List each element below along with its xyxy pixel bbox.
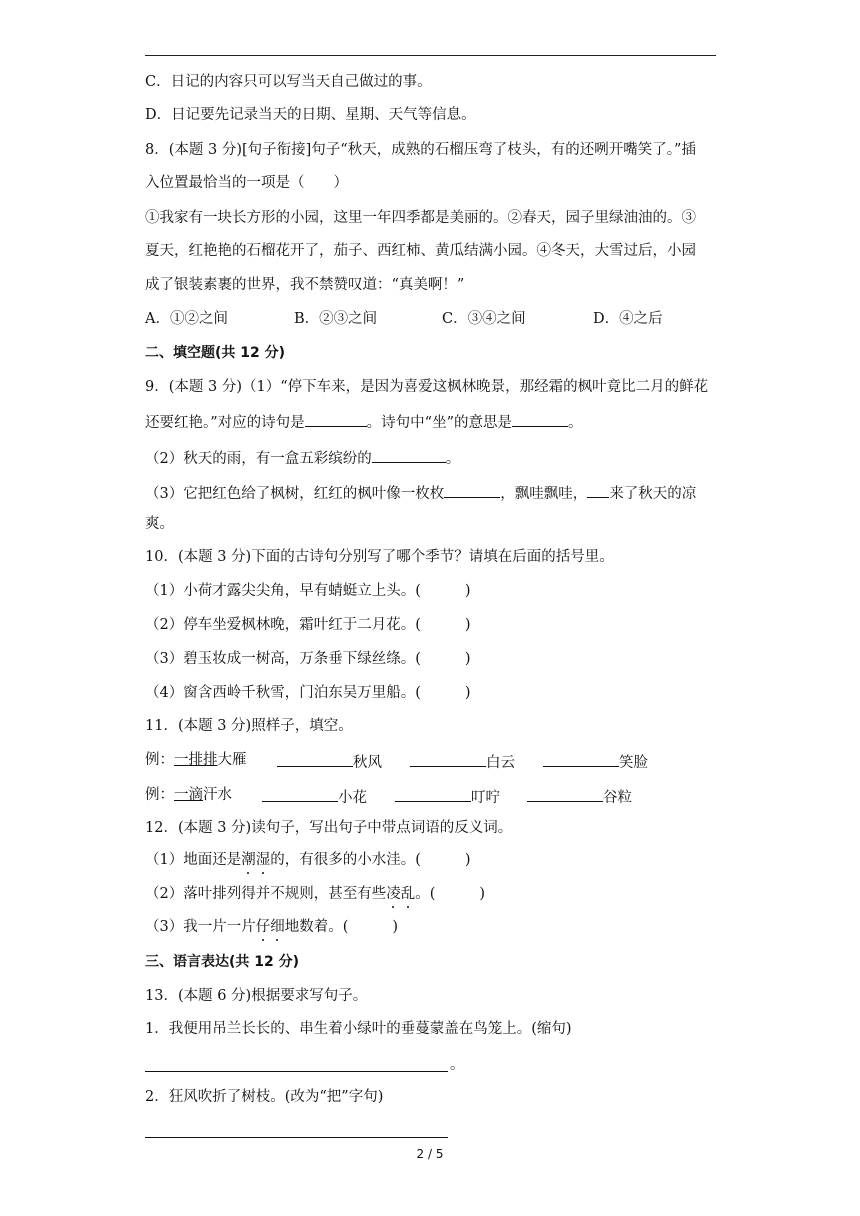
q8-stem-line1: 8．(本题 3 分)[句子衔接]句子“秋天，成熟的石榴压弯了枝头，有的还咧开嘴笑了。”插 <box>145 142 696 158</box>
q11-row1-item1 <box>277 750 382 773</box>
q11-word: 笑脸 <box>619 755 648 771</box>
example-prefix: 例： <box>145 787 174 803</box>
q11-example-1 <box>145 750 247 770</box>
q9-text: 。 <box>445 451 461 467</box>
q10-item-text: （1）小荷才露尖尖角，早有蜻蜓立上头。( <box>145 583 421 599</box>
q11-blank[interactable] <box>262 785 338 802</box>
q10-item-text: （2）停车坐爱枫林晚，霜叶红于二月花。( <box>145 617 421 633</box>
q10-stem: 10．(本题 3 分)下面的古诗句分别写了哪个季节？请填在后面的括号里。 <box>145 549 614 565</box>
q11-row2-item1 <box>262 785 367 808</box>
q11-blank[interactable] <box>543 750 619 767</box>
q11-word: 秋风 <box>353 755 382 771</box>
q12-text: 地数着。( <box>284 919 349 935</box>
close-paren: ) <box>464 685 471 701</box>
q13-answer-line-2[interactable] <box>145 1137 448 1138</box>
q9-text: ，飘哇飘哇， <box>500 486 588 502</box>
q9-line2 <box>145 410 583 433</box>
q7-option-d: D．日记要先记录当天的日期、星期、天气等信息。 <box>145 107 476 123</box>
q7-option-c: C．日记的内容只可以写当天自己做过的事。 <box>145 74 432 90</box>
q11-word: 小花 <box>338 790 367 806</box>
q10-item-text: （4）窗含西岭千秋雪，门泊东吴万里船。( <box>145 685 421 701</box>
q9-blank-3b[interactable] <box>587 481 609 498</box>
q8-passage-line3: 成了银装素裹的世界，我不禁赞叹道：“真美啊！” <box>145 277 465 293</box>
q11-row2-item2 <box>395 785 500 808</box>
q12-item-1 <box>145 850 471 870</box>
close-paren: ) <box>464 583 471 599</box>
q11-word: 叮咛 <box>471 790 500 806</box>
q13-item-1: 1．我便用吊兰长长的、串生着小绿叶的垂蔓蒙盖在鸟笼上。(缩句) <box>145 1021 572 1037</box>
q13-answer-line-1[interactable] <box>145 1071 448 1072</box>
example-underlined: 一排排 <box>174 752 218 768</box>
q10-item-3 <box>145 649 471 669</box>
close-paren: ) <box>464 651 471 667</box>
q11-blank[interactable] <box>410 750 486 767</box>
q10-item-4 <box>145 683 471 703</box>
q11-row1-item3 <box>543 750 648 773</box>
q9-blank-poem[interactable] <box>305 410 367 427</box>
q12-text: 的，有很多的小水洼。( <box>270 852 421 868</box>
q9-blank-3a[interactable] <box>444 481 500 498</box>
example-word: 汗水 <box>203 787 232 803</box>
example-word: 大雁 <box>217 752 247 768</box>
q12-text: 。( <box>415 886 436 902</box>
q9-text: 。 <box>568 415 583 431</box>
q9-blank-meaning[interactable] <box>512 410 568 427</box>
close-paren: ) <box>479 886 486 902</box>
q9-text: （2）秋天的雨，有一盒五彩缤纷的 <box>145 451 372 467</box>
q11-example-2 <box>145 785 232 805</box>
close-paren: ) <box>464 617 471 633</box>
q10-item-text: （3）碧玉妆成一树高，万条垂下绿丝绦。( <box>145 651 421 667</box>
section-3-title: 三、语言表达(共 12 分) <box>145 954 300 970</box>
q9-text: 还要红艳。”对应的诗句是 <box>145 415 305 431</box>
q12-text: （2）落叶排列得并不规则，甚至有些 <box>145 886 387 902</box>
q8-passage-line1: ①我家有一块长方形的小园，这里一年四季都是美丽的。②春天，园子里绿油油的。③ <box>145 210 696 226</box>
dotted-char: 乱 <box>400 886 416 902</box>
section-2-title: 二、填空题(共 12 分) <box>145 345 286 361</box>
q9-text: （3）它把红色给了枫树，红红的枫叶像一枚枚 <box>145 486 445 502</box>
q12-stem: 12．(本题 3 分)读句子，写出句子中带点词语的反义词。 <box>145 820 513 836</box>
q8-stem-line2: 入位置最恰当的一项是（ ） <box>145 175 348 191</box>
q12-item-3 <box>145 917 398 937</box>
q11-blank[interactable] <box>277 750 353 767</box>
q11-stem: 11．(本题 3 分)照样子，填空。 <box>145 718 353 734</box>
q9-text: 。诗句中“坐”的意思是 <box>366 415 512 431</box>
close-paren: ) <box>464 852 471 868</box>
q9-sub2 <box>145 446 460 469</box>
q8-option-c[interactable]: C．③④之间 <box>442 311 526 327</box>
page-number: 2 / 5 <box>416 1147 444 1161</box>
dotted-char: 仔 <box>255 919 271 935</box>
q13-stem: 13．(本题 6 分)根据要求写句子。 <box>145 988 368 1004</box>
header-rule <box>145 55 716 56</box>
q11-row2-item3 <box>527 785 632 808</box>
q9-sub3-cont: 爽。 <box>145 516 174 532</box>
q11-row1-item2 <box>410 750 515 773</box>
dotted-char: 凌 <box>386 886 401 902</box>
q8-option-d[interactable]: D．④之后 <box>593 311 663 327</box>
example-prefix: 例： <box>145 752 174 768</box>
q11-word: 白云 <box>486 755 515 771</box>
q11-word: 谷粒 <box>603 790 632 806</box>
q9-line1: 9．(本题 3 分)（1）“停下车来，是因为喜爱这枫林晚景，那经霜的枫叶竟比二月的鲜花 <box>145 379 709 395</box>
q12-text: （3）我一片一片 <box>145 919 256 935</box>
close-paren: ) <box>392 919 399 935</box>
dotted-char: 潮 <box>241 852 256 868</box>
q13-item-2: 2．狂风吹折了树枝。(改为“把”字句) <box>145 1089 384 1105</box>
q9-sub3 <box>145 481 696 504</box>
q12-text: （1）地面还是 <box>145 852 242 868</box>
q11-blank[interactable] <box>395 785 471 802</box>
q9-text: 来了秋天的凉 <box>609 486 697 502</box>
q11-blank[interactable] <box>527 785 603 802</box>
dotted-char: 细 <box>270 919 285 935</box>
example-underlined: 一滴 <box>174 787 203 803</box>
q10-item-2 <box>145 615 471 635</box>
q8-option-b[interactable]: B．②③之间 <box>294 311 378 327</box>
q12-item-2 <box>145 884 485 904</box>
dotted-char: 湿 <box>255 852 271 868</box>
q9-blank-2[interactable] <box>372 446 446 463</box>
q8-option-a[interactable]: A．①②之间 <box>145 311 228 327</box>
q13-answer-end: 。 <box>450 1057 465 1073</box>
q10-item-1 <box>145 581 471 601</box>
q8-passage-line2: 夏天，红艳艳的石榴花开了，茄子、西红柿、黄瓜结满小园。④冬天，大雪过后，小园 <box>145 243 696 259</box>
